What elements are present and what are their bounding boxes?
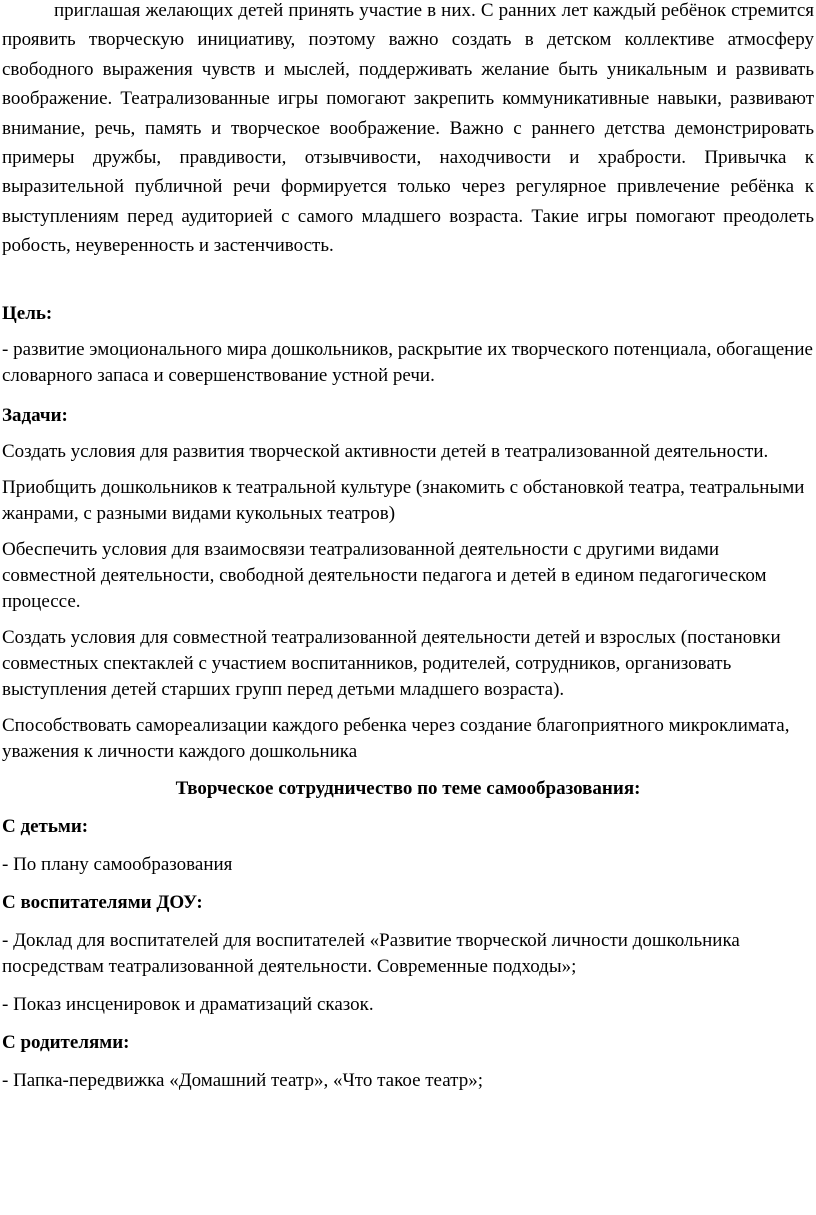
task-item-1: Создать условия для развития творческой активности детей в театрализованной деятельности. — [2, 440, 769, 462]
children-text: - По плану самообразования — [2, 853, 233, 875]
children-heading: С детьми: — [2, 815, 89, 837]
goal-text: - развитие эмоционального мира дошкольников, раскрытие их творческого потенциала, обогащение словарного запаса и совершенствование устной речи. — [2, 338, 813, 386]
teachers-item-1: - Доклад для воспитателей для воспитателей «Развитие творческой личности дошкольника посредствам театрализованной деятельности. Современные подходы»; — [2, 929, 740, 977]
task-item-5: Способствовать самореализации каждого ребенка через создание благоприятного микроклимата, уважения к личности каждого дошкольника — [2, 714, 790, 762]
tasks-heading: Задачи: — [2, 404, 68, 426]
goal-heading: Цель: — [2, 302, 53, 324]
task-item-3: Обеспечить условия для взаимосвязи театрализованной деятельности с другими видами совместной деятельности, свободной деятельности педагога и детей в едином педагогическом процессе. — [2, 538, 767, 612]
task-item-2: Приобщить дошкольников к театральной культуре (знакомить с обстановкой театра, театральными жанрами, с разными видами кукольных театров) — [2, 476, 805, 524]
teachers-item-2: - Показ инсценировок и драматизаций сказок. — [2, 993, 374, 1015]
intro-paragraph: приглашая желающих детей принять участие в них. С ранних лет каждый ребёнок стремится проявить творческую инициативу, поэтому важно создать в детском коллективе атмосферу свободного выражения чувств и мыслей, поддерживать желание быть уникальным и развивать воображение. Театрализованные игры помогают закрепить коммуникативные навыки, развивают внимание, речь, память и творческое воображение. Важно с раннего детства демонстрировать примеры дружбы, правдивости, отзывчивости, находчивости и храбрости. Привычка к выразительной публичной речи формируется только через регулярное привлечение ребёнка к выступлениям перед аудиторией с самого младшего возраста. Такие игры помогают преодолеть робость, неуверенность и застенчивость. — [2, 0, 814, 257]
task-item-4: Создать условия для совместной театрализованной деятельности детей и взрослых (постановки совместных спектаклей с участием воспитанников, родителей, сотрудников, организовать выступления детей старших групп перед детьми младшего возраста). — [2, 626, 781, 700]
parents-item-1: - Папка-передвижка «Домашний театр», «Что такое театр»; — [2, 1069, 483, 1091]
parents-heading: С родителями: — [2, 1031, 130, 1053]
blank-line — [2, 261, 814, 295]
cooperation-title: Творческое сотрудничество по теме самообразования: — [175, 777, 641, 799]
teachers-heading: С воспитателями ДОУ: — [2, 891, 203, 913]
